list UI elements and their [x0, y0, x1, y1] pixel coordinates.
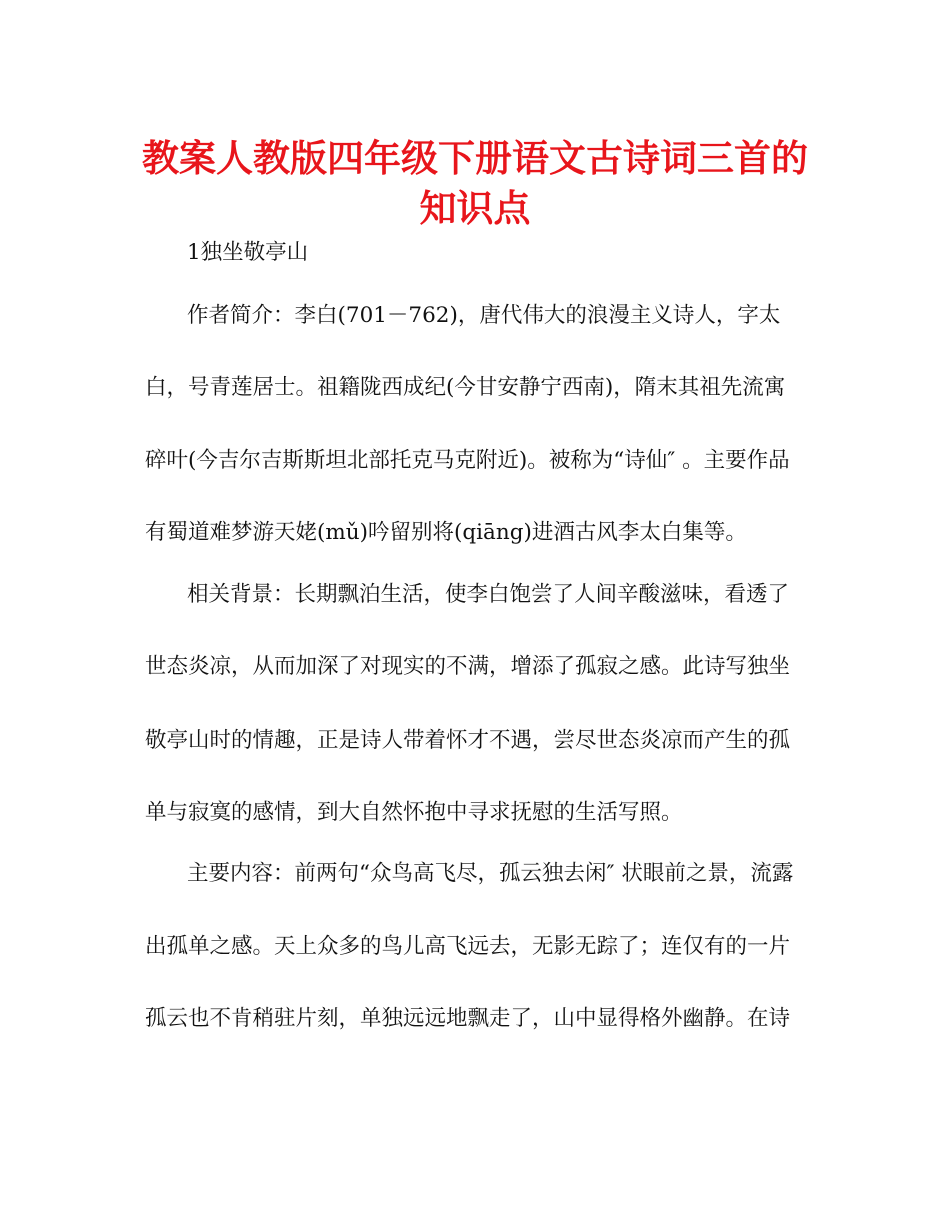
title-line-1: 教案人教版四年级下册语文古诗词三首的: [142, 137, 808, 180]
paragraph-line: 孤云也不肯稍驻片刻，单独远远地飘走了，山中显得格外幽静。在诗: [145, 1006, 791, 1031]
paragraph-line: 有蜀道难梦游天姥(mǔ)吟留别将(qiāng)进酒古风李太白集等。: [145, 520, 747, 545]
paragraph-line: 世态炎凉，从而加深了对现实的不满，增添了孤寂之感。此诗写独坐: [145, 654, 791, 679]
section-heading: 1独坐敬亭山: [187, 240, 309, 265]
paragraph-line: 主要内容：前两句“众鸟高飞尽，孤云独去闲″ 状眼前之景，流露: [187, 861, 794, 886]
document-title: [120, 134, 830, 234]
paragraph-line: 白，号青莲居士。祖籍陇西成纪(今甘安静宁西南)，隋末其祖先流寓: [145, 375, 786, 400]
paragraph-line: 作者简介：李白(701－762)，唐代伟大的浪漫主义诗人，字太: [187, 303, 781, 328]
title-line-2: 知识点: [419, 187, 531, 230]
paragraph-line: 碎叶(今吉尔吉斯斯坦北部托克马克附近)。被称为“诗仙″ 。主要作品: [145, 448, 790, 473]
paragraph-line: 出孤单之感。天上众多的鸟儿高飞远去，无影无踪了；连仅有的一片: [145, 934, 791, 959]
paragraph-line: 敬亭山时的情趣，正是诗人带着怀才不遇，尝尽世态炎凉而产生的孤: [145, 728, 791, 753]
paragraph-line: 单与寂寞的感情，到大自然怀抱中寻求抚慰的生活写照。: [145, 800, 683, 825]
paragraph-line: 相关背景：长期飘泊生活，使李白饱尝了人间辛酸滋味，看透了: [187, 582, 790, 607]
